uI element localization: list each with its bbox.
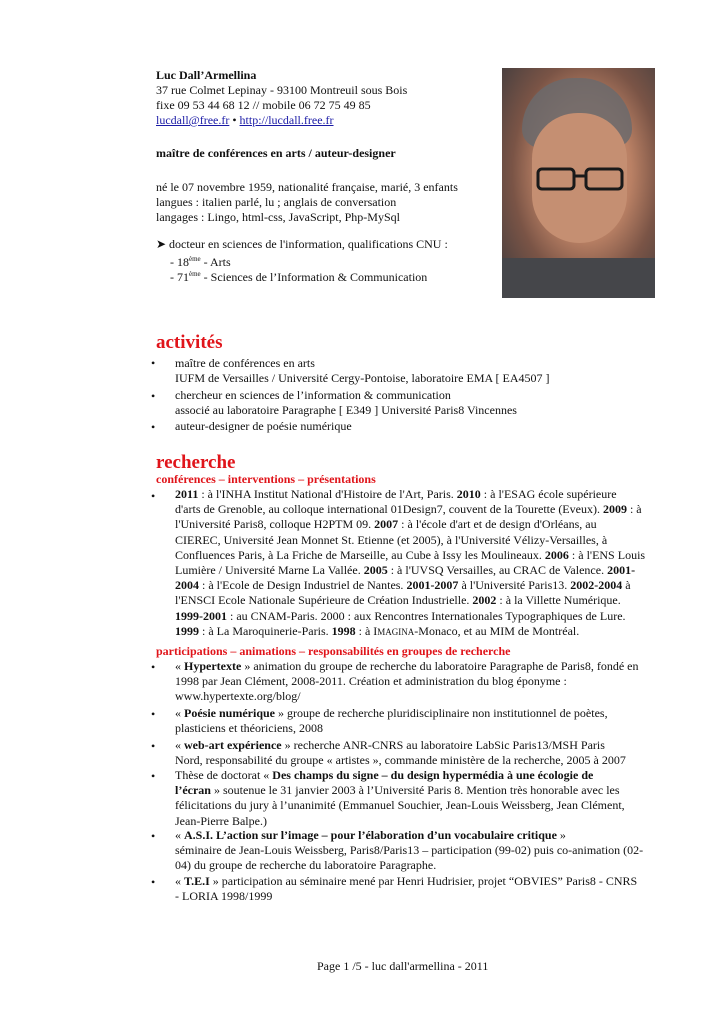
birth-info: né le 07 novembre 1959, nationalité française, marié, 3 enfants (156, 180, 458, 194)
activity-item: chercheur en sciences de l’information & communication (175, 388, 451, 402)
activity-item: maître de conférences en arts (175, 356, 315, 370)
participation-line: Jean-Pierre Balpe.) (175, 813, 267, 828)
conference-line: 2004 : à l'Ecole de Design Industriel de Nantes. 2001-2007 à l'Université Paris13. 2002-2004 à (175, 578, 631, 593)
participation-line: 04) du groupe de recherche du laboratoire Paragraphe. (175, 858, 437, 873)
bullet-icon: • (151, 356, 156, 370)
participation-line: « A.S.I. L’action sur l’image – pour l’élaboration d’un vocabulaire critique » (175, 828, 566, 842)
email-link[interactable]: lucdall@free.fr (156, 113, 230, 127)
participation-line: « Hypertexte » animation du groupe de recherche du laboratoire Paragraphe de Paris8, fondé en (175, 659, 639, 673)
participation-line: www.hypertexte.org/blog/ (175, 689, 301, 704)
participation-item (175, 659, 655, 705)
portrait-photo (502, 68, 655, 298)
activity-item-detail: IUFM de Versailles / Université Cergy-Pontoise, laboratoire EMA [ EA4507 ] (175, 371, 550, 385)
contact-separator: • (232, 113, 237, 127)
participation-line: plasticiens et théoriciens, 2008 (175, 721, 323, 736)
participation-line: séminaire de Jean-Louis Weissberg, Paris8/Paris13 – participation (99-02) puis co-animation (02- (175, 843, 644, 858)
participation-line: Nord, responsabilité du groupe « artistes », commande ministère de la recherche, 2005 à 2007 (175, 753, 626, 768)
participation-item (175, 874, 655, 904)
programming-languages: langages : Lingo, html-css, JavaScript, Php-MySql (156, 210, 400, 224)
participation-line: félicitations du jury à l’unanimité (Emmanuel Souchier, Jean-Louis Weissberg, Jean Clément, (175, 798, 625, 813)
languages: langues : italien parlé, lu ; anglais de conversation (156, 195, 397, 209)
participation-item (175, 828, 655, 874)
person-name: Luc Dall’Armellina (156, 68, 257, 82)
conferences-subtitle: conférences – interventions – présentations (156, 472, 376, 486)
section-activites-title: activités (156, 332, 223, 353)
page-footer: Page 1 /5 - luc dall'armellina - 2011 (317, 959, 489, 973)
bullet-icon: • (151, 875, 156, 889)
cnu-section-18: - 18ème - Arts (170, 255, 231, 269)
conference-line: 2011 : à l'INHA Institut National d'Histoire de l'Art, Paris. 2010 : à l'ESAG école supérieure (175, 487, 617, 501)
participation-item (175, 768, 655, 829)
bullet-icon: • (151, 739, 156, 753)
doctorate-line: ➤ docteur en sciences de l'information, qualifications CNU : (156, 237, 448, 251)
bullet-icon: • (151, 489, 156, 503)
participations-subtitle: participations – animations – responsabilités en groupes de recherche (156, 644, 511, 658)
cnu-section-71: - 71ème - Sciences de l’Information & Communication (170, 270, 428, 284)
participation-line: « web-art expérience » recherche ANR-CNRS au laboratoire LabSic Paris13/MSH Paris (175, 738, 605, 752)
contact-links (156, 113, 334, 128)
address: 37 rue Colmet Lepinay - 93100 Montreuil sous Bois (156, 83, 408, 97)
participation-line: 1998 par Jean Clément, 2008-2011. Création et administration du blog éponyme : (175, 674, 567, 689)
activity-item-detail: associé au laboratoire Paragraphe [ E349 ] Université Paris8 Vincennes (175, 403, 517, 417)
conference-line: CIEREC, Université Jean Monnet St. Etienne (et 2005), à l'Université Vélizy-Versailles, à (175, 532, 608, 547)
section-recherche-title: recherche (156, 452, 236, 473)
bullet-icon: • (151, 829, 156, 843)
conference-line: 1999-2001 : au CNAM-Paris. 2000 : aux Rencontres Internationales Typographiques de Lure. (175, 608, 626, 623)
participation-line: Thèse de doctorat « Des champs du signe – du design hypermédia à une écologie de (175, 768, 594, 782)
participation-item (175, 706, 655, 736)
participation-line: « Poésie numérique » groupe de recherche pluridisciplinaire non institutionnel de poètes, (175, 706, 608, 720)
bullet-icon: • (151, 420, 156, 434)
bullet-icon: • (151, 707, 156, 721)
conference-line: Confluences Paris, à La Friche de Marseille, au Cube à Issy les Moulineaux. 2006 : à l'ENS Louis (175, 547, 646, 562)
website-link[interactable]: http://lucdall.free.fr (239, 113, 334, 127)
bullet-icon: • (151, 660, 156, 674)
glasses-icon (535, 166, 625, 192)
participation-line: - LORIA 1998/1999 (175, 889, 273, 904)
conference-line: d'arts de Grenoble, au colloque international 01Design7, couvent de la Tourette (Eveux). 2009 : à (175, 502, 642, 517)
bullet-icon: • (151, 389, 156, 403)
position-title: maître de conférences en arts / auteur-designer (156, 146, 396, 160)
bullet-icon: • (151, 769, 156, 783)
conference-line: l'ENSCI Ecole Nationale Supérieure de Création Industrielle. 2002 : à la Villette Numérique. (175, 593, 621, 608)
conferences-list (175, 487, 655, 640)
participation-line: « T.E.I » participation au séminaire mené par Henri Hudrisier, projet “OBVIES” Paris8 - CNRS (175, 874, 638, 888)
activity-item: auteur-designer de poésie numérique (175, 419, 352, 433)
conference-line: Lumière / Université Marne La Vallée. 2005 : à l'UVSQ Versailles, au CRAC de Valence. 2001- (175, 563, 636, 578)
phones: fixe 09 53 44 68 12 // mobile 06 72 75 49 85 (156, 98, 371, 112)
participation-item (175, 738, 655, 768)
conference-line: l'Université Paris8, colloque H2PTM 09. 2007 : à l'école d'art et de design d'Orléans, au (175, 517, 597, 532)
conference-line: 1999 : à La Maroquinerie-Paris. 1998 : à IMAGINA-Monaco, et au MIM de Montréal. (175, 623, 580, 638)
participation-line: l’écran » soutenue le 31 janvier 2003 à l’Université Paris 8. Mention très honorable avec les (175, 783, 620, 798)
